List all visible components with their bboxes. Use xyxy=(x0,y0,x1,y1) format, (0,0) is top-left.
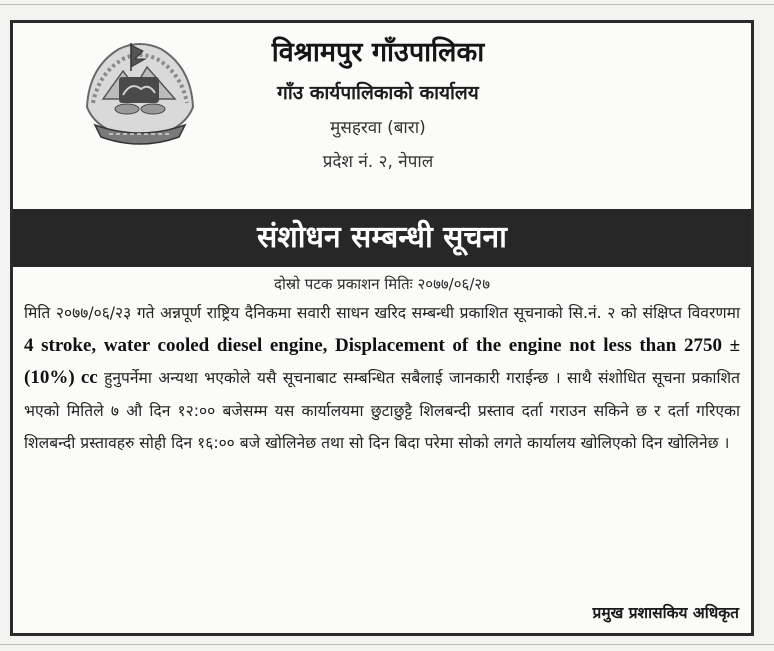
government-emblem-icon xyxy=(79,37,201,155)
notice-text-part2: हुनुपर्नेमा अन्यथा भएकोले यसै सूचनाबाट सम्बन्धित सबैलाई जानकारी गराईन्छ । साथै संशोधित सूचना प्रकाशित भएको मितिले ७ औ दिन १२:०० बजेसम्म यस कार्यालयमा छुटाछुट्टै शिलबन्दी प्रस्ताव दर्ता गराउन सकिने छ र दर्ता गरिएका शिलबन्दी प्रस्तावहरु सोही दिन १६:०० बजे खोलिनेछ तथा सो दिन बिदा परेमा सोको लगते कार्यालय खोलिएको दिन खोलिनेछ । xyxy=(24,369,740,453)
top-divider xyxy=(0,4,774,5)
notice-text-part1: मिति २०७७/०६/२३ गते अन्नपूर्ण राष्ट्रिय दैनिकमा सवारी साधन खरिद सम्बन्धी प्रकाशित सूचनाको सि.नं. २ को संक्षिप्त विवरणमा xyxy=(24,304,740,322)
notice-title-banner: संशोधन सम्बन्धी सूचना xyxy=(13,209,751,267)
notice-paragraph xyxy=(24,297,740,460)
title-block xyxy=(213,31,543,179)
engine-specification: 4 stroke, water cooled diesel engine, Displacement of the engine not less than 2750 ± (10%) cc xyxy=(24,334,740,389)
notice-body xyxy=(24,271,740,460)
notice-header xyxy=(13,23,751,209)
office-name: गाँउ कार्यपालिकाको कार्यालय xyxy=(277,82,479,104)
organization-name: विश्रामपुर गाँउपालिका xyxy=(271,37,485,68)
address-province: प्रदेश नं. २, नेपाल xyxy=(322,152,434,172)
notice-box xyxy=(10,20,754,636)
signatory: प्रमुख प्रशासकिय अधिकृत xyxy=(592,604,739,622)
address-district: मुसहरवा (बारा) xyxy=(330,118,426,138)
bottom-divider xyxy=(0,644,774,645)
publication-date: दोस्रो पटक प्रकाशन मितिः २०७७/०६/२७ xyxy=(274,275,490,293)
